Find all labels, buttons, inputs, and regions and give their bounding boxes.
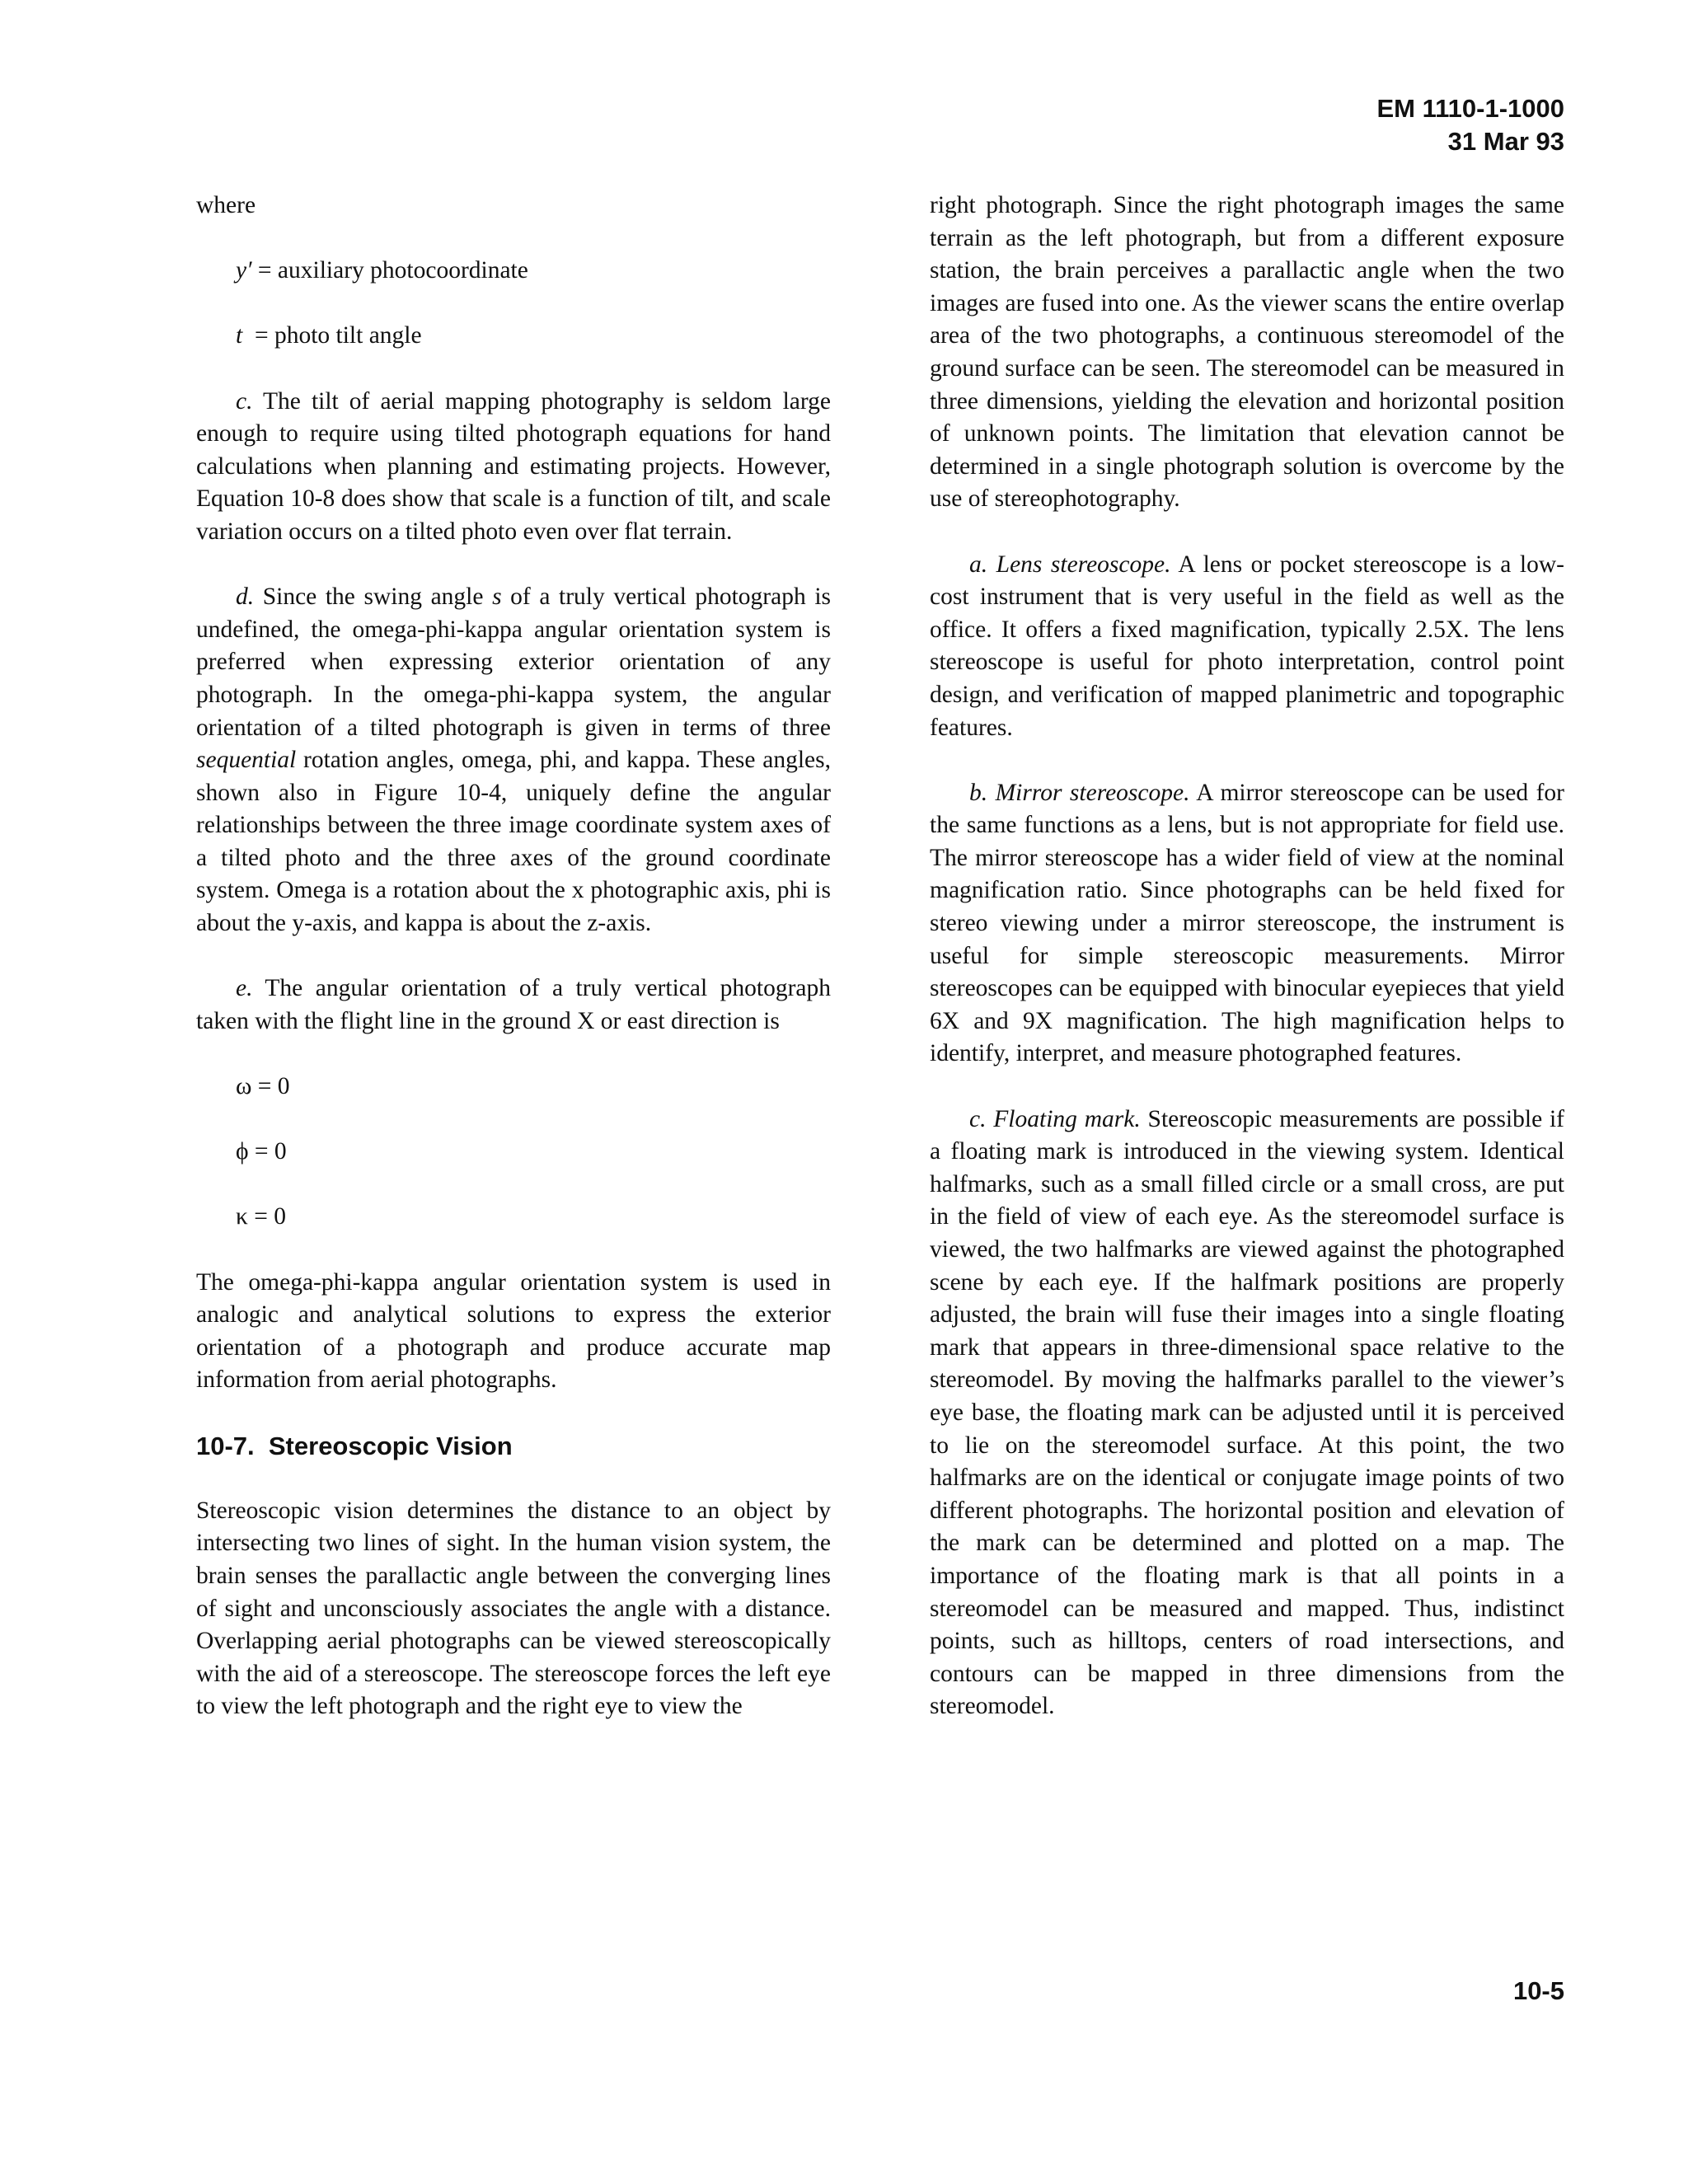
definition-t (196, 320, 831, 353)
paragraph-d-text-3: rotation angles, omega, phi, and kappa. These angles, shown also in Figure 10-4, uniquely define the angular relationships between the three image coordinate system axes of a tilted photo and the three axes of the ground coordinate system. Omega is a rotation about the x photographic axis, phi is about the y-axis, and kappa is about the z-axis. (196, 747, 831, 937)
paragraph-c (196, 386, 831, 549)
section-paragraph: Stereoscopic vision determines the distance to an object by intersecting two lines of sight. In the human vision system, the brain senses the parallactic angle between the converging lines of sight and unconsciously associates the angle with a distance. Overlapping aerial photographs can be viewed stereoscopically with the aid of a stereoscope. The stereoscope forces the left eye to view the left photograph and the right eye to view the (196, 1497, 831, 1720)
paragraph-d-label: d. (236, 583, 255, 611)
page-header (1376, 92, 1564, 158)
lens-stereoscope-text: A lens or pocket stereoscope is a low-cost instrument that is very useful in the field as well as the office. It offers a fixed magnification, typically 2.5X. The lens stereoscope is useful for photo interpretation, control point design, and verification of mapped planimetric and topographic features. (930, 551, 1564, 741)
lens-stereoscope-label: a. Lens stereoscope. (969, 551, 1171, 578)
sequential-term: sequential (196, 747, 297, 774)
paragraph-d (196, 581, 831, 940)
definition-y (196, 255, 831, 288)
where-label: where (196, 192, 256, 218)
equation-omega: ω = 0 (236, 1073, 290, 1100)
floating-mark-text: Stereoscopic measurements are possible if a floating mark is introduced in the viewing system. Identical halfmarks, such as a small filled circle or a small cross, are put in the field of view of each eye. As the stereomodel surface is viewed, the two halfmarks are viewed against the photographed scene by each eye. If the halfmark positions are properly adjusted, the brain will fuse their images into a single floating mark that appears in three-dimensional space relative to the stereomodel. By moving the halfmarks parallel to the viewer’s eye base, the floating mark can be adjusted until it is perceived to lie on the stereomodel surface. At this point, the two halfmarks are on the identical or conjugate image points of two different photographs. The horizontal position and elevation of the mark can be determined and plotted on a map. The importance of the floating mark is that all points in a stereomodel can be measured and mapped. Thus, indistinct points, such as hilltops, centers of road intersections, and contours can be mapped in three dimensions from the stereomodel. (930, 1105, 1564, 1720)
paragraph-e (196, 972, 831, 1038)
document-number: EM 1110-1-1000 (1376, 94, 1564, 123)
continued-paragraph: right photograph. Since the right photograph images the same terrain as the left photograph, but from a different exposure station, the brain perceives a parallactic angle when the two images are fused into one. As the viewer scans the entire overlap area of the two photographs, a continuous stereomodel of the ground surface can be seen. The stereomodel can be measured in three dimensions, yielding the elevation and horizontal position of unknown points. The limitation that elevation cannot be determined in a single photograph solution is overcome by the use of stereophotography. (930, 192, 1564, 513)
mirror-stereoscope-label: b. Mirror stereoscope. (969, 779, 1190, 806)
equation-phi: ϕ = 0 (236, 1138, 287, 1165)
page-number: 10-5 (1512, 1976, 1564, 2005)
paragraph-d-text-2: of a truly vertical photograph is undefined, the omega-phi-kappa angular orientation system is preferred when expressing exterior orientation of any photograph. In the omega-phi-kappa system, the angular orientation of a tilted photograph is given in terms of three (196, 583, 831, 741)
equation-kappa: κ = 0 (236, 1203, 287, 1230)
document-date: 31 Mar 93 (1447, 127, 1564, 156)
left-column (196, 190, 831, 1756)
paragraph-e-text: The angular orientation of a truly vertical photograph taken with the flight line in the ground X or east direction is (196, 975, 831, 1034)
paragraph-c-label: c. (236, 387, 253, 415)
paragraph-floating-mark (930, 1104, 1564, 1723)
symbol-t: t (236, 322, 243, 349)
paragraph-lens-stereoscope (930, 549, 1564, 745)
section-heading: 10-7. Stereoscopic Vision (196, 1431, 513, 1460)
definition-t-text: = photo tilt angle (242, 322, 422, 349)
paragraph-mirror-stereoscope (930, 777, 1564, 1071)
symbol-y: y′ (236, 257, 252, 284)
paragraph-c-text: The tilt of aerial mapping photography is seldom large enough to require using tilted photograph equations for hand calculations when planning and estimating projects. However, Equation 10-8 does show that scale is a function of tilt, and scale variation occurs on a tilted photo even over flat terrain. (196, 387, 831, 545)
paragraph-e-label: e. (236, 975, 253, 1002)
floating-mark-label: c. Floating mark. (969, 1105, 1141, 1132)
paragraph-d-text-1: Since the swing angle (254, 583, 493, 611)
mirror-stereoscope-text: A mirror stereoscope can be used for the same functions as a lens, but is not appropriate for field use. The mirror stereoscope has a wider field of view at the nominal magnification ratio. Since photographs can be held fixed for stereo viewing under a mirror stereoscope, the instrument is useful for simple stereoscopic measurements. Mirror stereoscopes can be equipped with binocular eyepieces that yield 6X and 9X magnification. The high magnification helps to identify, interpret, and measure photographed features. (930, 779, 1564, 1067)
paragraph-after-equations: The omega-phi-kappa angular orientation system is used in analogic and analytical solutions to express the exterior orientation of a photograph and produce accurate map information from aerial photographs. (196, 1268, 831, 1394)
swing-angle-symbol: s (492, 583, 502, 611)
right-column (930, 190, 1564, 1756)
definition-y-text: = auxiliary photocoordinate (251, 257, 528, 284)
